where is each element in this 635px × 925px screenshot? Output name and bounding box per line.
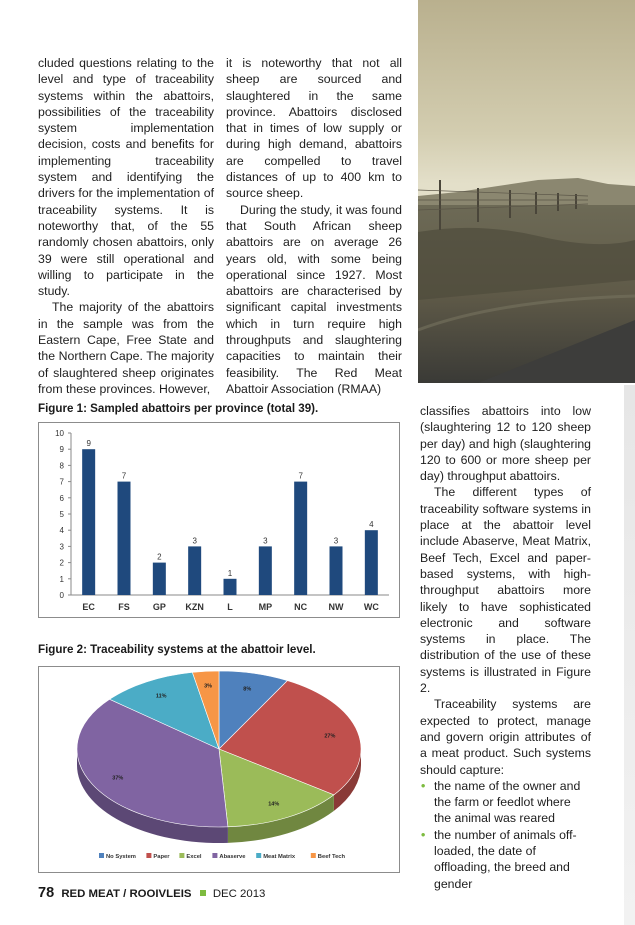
bar xyxy=(224,579,237,595)
x-tick-label: NC xyxy=(294,602,308,612)
bar xyxy=(82,449,95,595)
legend-label: Abaserve xyxy=(219,854,246,860)
bullet-list xyxy=(420,778,591,892)
y-tick-label: 1 xyxy=(59,574,64,584)
bar xyxy=(259,546,272,595)
data-label: 9 xyxy=(86,439,91,449)
x-tick-label: EC xyxy=(82,602,95,612)
legend-swatch xyxy=(212,853,217,858)
square-icon xyxy=(200,890,206,896)
legend-label: Paper xyxy=(153,854,170,860)
paragraph: The different types of traceability software systems in place at the abattoir level include Abaserve, Meat Matrix, Beef Tech, Excel and paper-based systems, with high-throughput abattoirs more likely to have sophisticated electronic and software systems in place. The distribution of the use of these systems is illustrated in Figure 2. xyxy=(420,485,591,696)
y-tick-label: 2 xyxy=(59,558,64,568)
y-tick-label: 6 xyxy=(59,493,64,503)
data-label: 7 xyxy=(298,471,303,481)
landscape-photo xyxy=(418,0,635,383)
legend-swatch xyxy=(179,853,184,858)
x-tick-label: MP xyxy=(258,602,273,612)
data-label: 4 xyxy=(369,520,374,530)
paragraph: During the study, it was found that South African sheep abattoirs are on average 26 years old, with some being operational since 1927. Most abattoirs are characterised by significant capital investments which in turn require high throughputs and slaughtering capacities to maintain their feasibility. The Red Meat Abattoir Association (RMAA) xyxy=(226,202,402,396)
page-footer xyxy=(38,885,265,901)
text-column-2 xyxy=(226,55,402,397)
x-tick-label: GP xyxy=(152,602,166,612)
bar xyxy=(153,563,166,595)
legend-label: Meat Matrix xyxy=(263,854,296,860)
pie-data-label: 14% xyxy=(268,801,280,808)
legend-swatch xyxy=(99,853,104,858)
data-label: 7 xyxy=(121,471,127,481)
bar xyxy=(118,482,131,595)
text-column-1 xyxy=(38,55,214,397)
list-item xyxy=(420,778,591,827)
magazine-name: RED MEAT / ROOIVLEIS xyxy=(61,888,192,900)
legend xyxy=(99,853,346,860)
legend-label: Excel xyxy=(186,854,202,860)
data-label: 3 xyxy=(333,536,339,546)
text-column-3 xyxy=(420,403,591,892)
y-tick-label: 8 xyxy=(59,461,64,471)
paragraph: Traceability systems are expected to protect, manage and govern origin attributes of a meat product. Such systems should capture: xyxy=(420,697,591,777)
pie-data-label: 8% xyxy=(243,686,252,693)
figure-2-title: Figure 2: Traceability systems at the abattoir level. xyxy=(38,643,316,656)
x-tick-label: WC xyxy=(363,602,379,612)
pie-data-label: 27% xyxy=(324,733,336,740)
legend-swatch xyxy=(146,853,151,858)
bar xyxy=(330,546,343,595)
figure-1-title: Figure 1: Sampled abattoirs per province (total 39). xyxy=(38,402,319,415)
list-item-text: the name of the owner and the farm or feedlot where the animal was reared xyxy=(434,778,581,826)
pie-data-label: 3% xyxy=(204,683,213,690)
x-tick-label: KZN xyxy=(185,602,204,612)
paragraph: The majority of the abattoirs in the sample was from the Eastern Cape, Free State and the Northern Cape. The majority of slaughtered sheep originates from these provinces. However, xyxy=(38,300,214,396)
pie-data-label: 11% xyxy=(155,693,167,700)
data-label: 2 xyxy=(157,552,162,562)
data-label: 3 xyxy=(192,536,197,546)
y-tick-label: 5 xyxy=(59,510,64,519)
legend-label: Beef Tech xyxy=(317,854,346,860)
list-item-text: the number of animals off-loaded, the date of offloading, the breed and gender xyxy=(434,827,577,891)
y-tick-label: 9 xyxy=(59,445,64,455)
y-tick-label: 4 xyxy=(59,526,64,536)
figure-1-bar-chart xyxy=(38,422,400,618)
bullet-icon: • xyxy=(421,778,426,793)
legend-swatch xyxy=(311,853,316,858)
y-tick-label: 10 xyxy=(55,429,64,438)
bar xyxy=(365,530,378,595)
legend-label: No System xyxy=(106,854,136,860)
pie-data-label: 37% xyxy=(112,775,124,782)
page-edge-tab xyxy=(624,385,635,925)
y-tick-label: 3 xyxy=(59,542,64,552)
x-tick-label: L xyxy=(227,602,233,612)
figure-2-pie-chart xyxy=(38,666,400,873)
issue-date: DEC 2013 xyxy=(212,888,266,900)
paragraph: classifies abattoirs into low (slaughtering 12 to 120 sheep per day) and high (slaughtering 120 to 600 or more sheep per day) throughput abattoirs. xyxy=(420,404,591,484)
legend-swatch xyxy=(256,853,261,858)
x-tick-label: FS xyxy=(118,602,130,612)
bar xyxy=(188,546,201,595)
x-tick-label: NW xyxy=(328,602,344,612)
data-label: 1 xyxy=(227,568,233,578)
y-tick-label: 0 xyxy=(59,591,64,600)
paragraph: it is noteworthy that not all sheep are sourced and slaughtered in the same province. Abattoirs disclosed that in times of low supply or during high demand, abattoirs are compelled to travel distances of up to 400 km to source sheep. xyxy=(226,56,402,201)
bar xyxy=(294,482,307,595)
list-item xyxy=(420,827,591,892)
y-tick-label: 7 xyxy=(59,477,64,487)
bullet-icon: • xyxy=(421,827,426,842)
page-number: 78 xyxy=(38,885,55,901)
paragraph: cluded questions relating to the level and type of traceability systems within the abattoirs, possibilities of the traceability system implementation decision, costs and benefits for implementing traceability system and identifying the drivers for the implementation of traceability systems. It is noteworthy that, of the 55 randomly chosen abattoirs, only 39 were still operational and willing to participate in the study. xyxy=(38,56,214,299)
data-label: 3 xyxy=(263,536,268,546)
